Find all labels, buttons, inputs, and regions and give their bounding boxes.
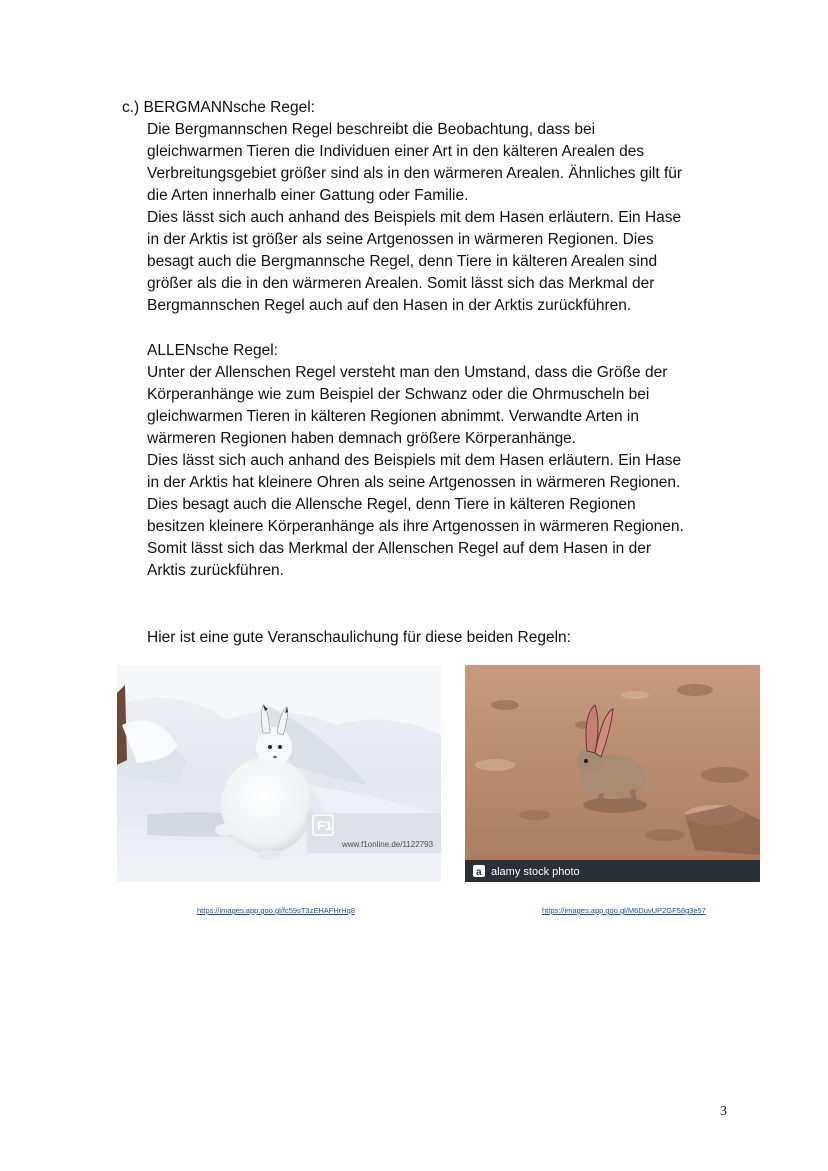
bergmann-heading: c.) BERGMANNsche Regel: [122, 99, 315, 116]
left-image-link[interactable]: https://images.app.goo.gl/fc59sT3zEHAFHrHq8 [197, 906, 355, 915]
allen-line: in der Arktis hat kleinere Ohren als seine Artgenossen in wärmeren Regionen. [147, 474, 681, 491]
allen-paragraph [147, 340, 747, 582]
bergmann-line: Bergmannschen Regel auch auf den Hasen in der Arktis zurückführen. [147, 297, 632, 314]
bergmann-line: gleichwarmen Tieren die Individuen einer Art in den kälteren Arealen des [147, 143, 645, 160]
bergmann-paragraph [147, 119, 747, 317]
page-number: 3 [720, 1104, 727, 1119]
bergmann-line: besagt auch die Bergmannsche Regel, denn Tiere in kälteren Arealen sind [147, 253, 658, 270]
bergmann-line: Verbreitungsgebiet größer sind als in den wärmeren Arealen. Ähnliches gilt für [147, 165, 683, 182]
allen-line: Arktis zurückführen. [147, 562, 284, 579]
bergmann-line: größer als die in den wärmeren Arealen. Somit lässt sich das Merkmal der [147, 275, 655, 292]
illustration-intro: Hier ist eine gute Veranschaulichung für diese beiden Regeln: [147, 629, 571, 646]
allen-line: gleichwarmen Tieren in kälteren Regionen abnimmt. Verwandte Arten in [147, 408, 639, 425]
desert-hare-photo [465, 665, 760, 882]
allen-line: Somit lässt sich das Merkmal der Allenschen Regel auf dem Hasen in der [147, 540, 651, 557]
desert-hare-illustration [465, 665, 760, 882]
alamy-watermark: alamy stock photo [491, 866, 580, 878]
allen-line: besitzen kleinere Körperanhänge als ihre Artgenossen in wärmeren Regionen. [147, 518, 684, 535]
f1online-watermark: www.f1online.de/1122793 [342, 840, 434, 849]
bergmann-line: die Arten innerhalb einer Gattung oder Familie. [147, 187, 469, 204]
bergmann-line: in der Arktis ist größer als seine Artgenossen in wärmeren Regionen. Dies [147, 231, 654, 248]
bergmann-line: Die Bergmannschen Regel beschreibt die Beobachtung, dass bei [147, 121, 596, 138]
f1-logo: F1 [317, 818, 333, 833]
allen-line: wärmeren Regionen haben demnach größere Körperanhänge. [147, 430, 577, 447]
allen-heading: ALLENsche Regel: [147, 342, 278, 359]
allen-line: Dies besagt auch die Allensche Regel, denn Tiere in kälteren Regionen [147, 496, 636, 513]
bergmann-line: Dies lässt sich auch anhand des Beispiels mit dem Hasen erläutern. Ein Hase [147, 209, 682, 226]
arctic-hare-illustration [117, 665, 441, 882]
alamy-logo: a [476, 867, 482, 878]
arctic-hare-photo [117, 665, 441, 882]
allen-line: Körperanhänge wie zum Beispiel der Schwanz oder die Ohrmuscheln bei [147, 386, 650, 403]
allen-line: Unter der Allenschen Regel versteht man den Umstand, dass die Größe der [147, 364, 668, 381]
right-image-link[interactable]: https://images.app.goo.gl/M6DuvUP2GF58g3e57 [542, 906, 706, 915]
allen-line: Dies lässt sich auch anhand des Beispiels mit dem Hasen erläutern. Ein Hase [147, 452, 682, 469]
